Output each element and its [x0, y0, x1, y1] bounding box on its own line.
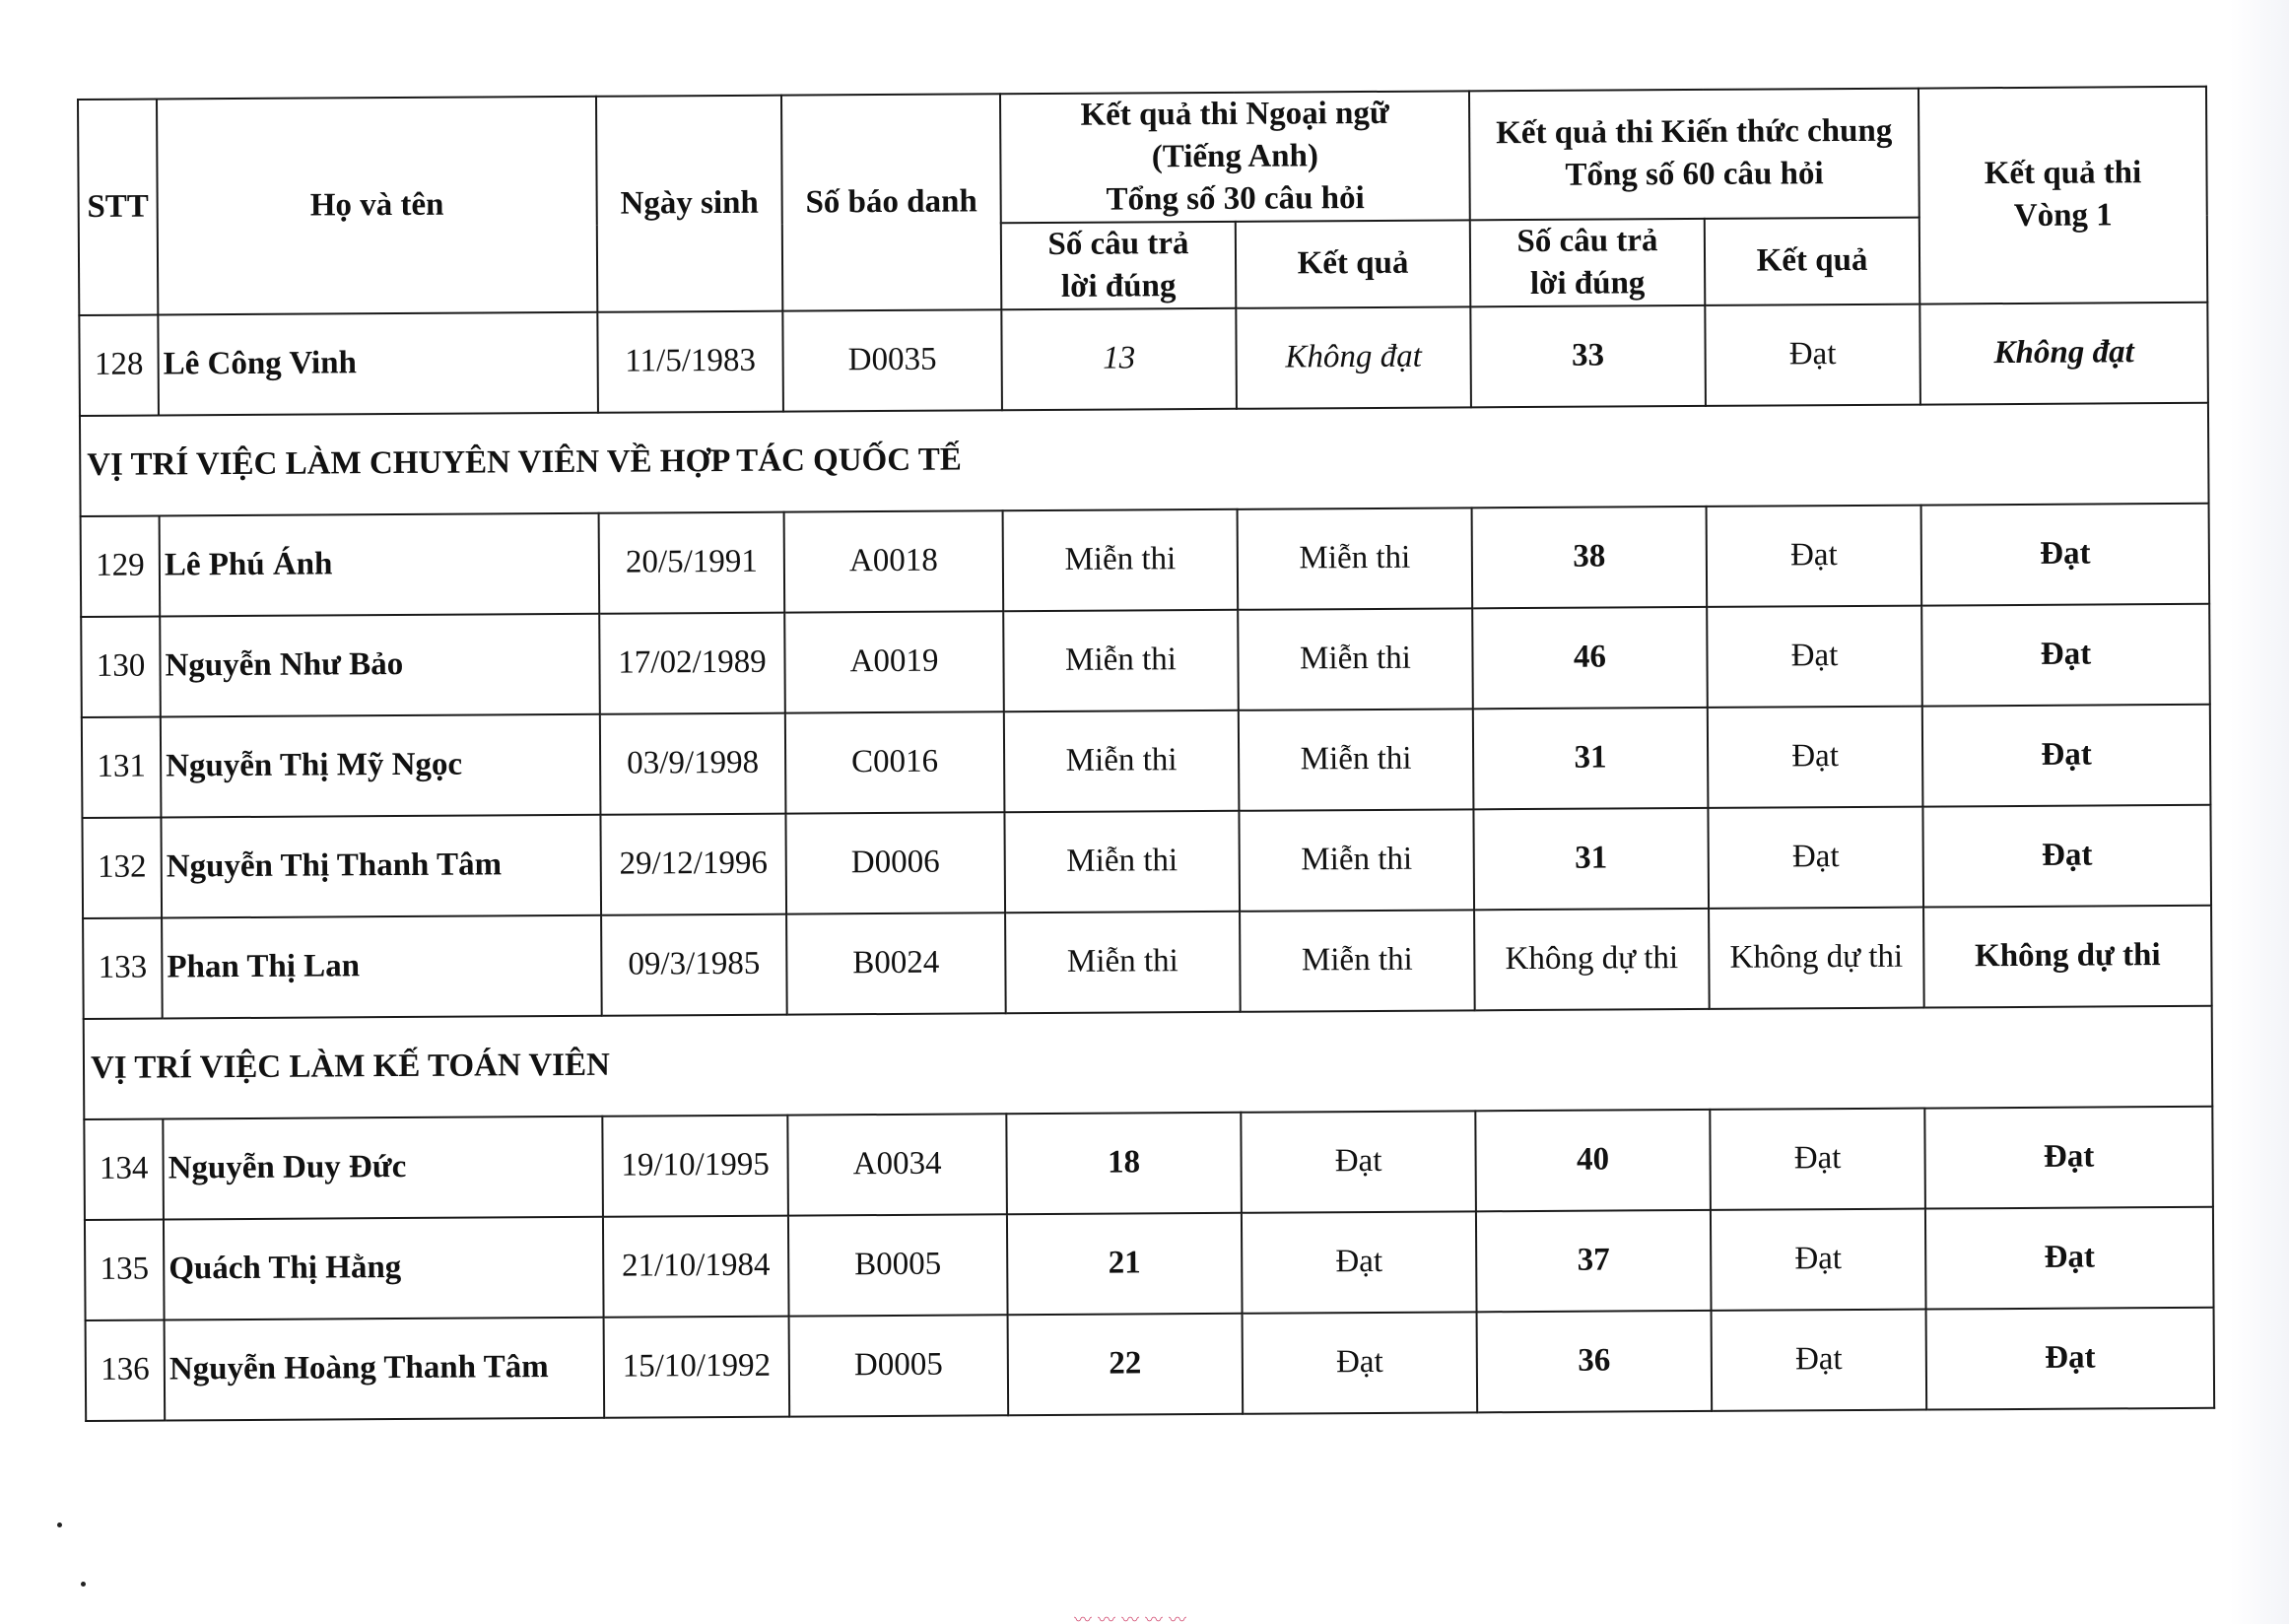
cell-fl-result: Miễn thi: [1238, 608, 1473, 710]
header-general-knowledge: [1469, 89, 1919, 220]
cell-dob: 29/12/1996: [600, 813, 786, 914]
cell-fl-correct: 13: [1001, 307, 1237, 409]
stamp-edge-decoration: 〰〰〰〰〰: [1074, 1610, 1192, 1624]
cell-sbd: D0005: [789, 1315, 1009, 1416]
cell-gk-result: Đạt: [1707, 605, 1922, 707]
cell-gk-correct: 40: [1475, 1110, 1711, 1211]
header-fl-correct-line2: lời đúng: [1060, 267, 1177, 304]
table-row: [86, 1307, 2215, 1420]
cell-dob: 15/10/1992: [604, 1316, 790, 1417]
cell-fl-result: Miễn thi: [1240, 910, 1475, 1011]
exam-results-table: [77, 86, 2215, 1422]
cell-stt: 132: [82, 817, 162, 917]
cell-gk-correct: 36: [1477, 1311, 1713, 1412]
section-title-international-cooperation: VỊ TRÍ VIỆC LÀM CHUYÊN VIÊN VỀ HỢP TÁC QUỐC TẾ: [80, 402, 2209, 515]
cell-fl-result: Đạt: [1243, 1312, 1478, 1413]
cell-sbd: D0035: [782, 309, 1002, 411]
cell-round1: Đạt: [1925, 1206, 2214, 1309]
header-round1-line1: Kết quả thi: [1984, 155, 2142, 192]
cell-sbd: C0016: [785, 711, 1005, 813]
cell-fl-correct: 21: [1007, 1212, 1243, 1314]
cell-stt: 131: [82, 716, 162, 817]
header-general-knowledge-line1: Kết quả thi Kiến thức chung: [1496, 113, 1893, 152]
cell-name: Nguyễn Hoàng Thanh Tâm: [165, 1317, 605, 1420]
page-edge-shadow: [2230, 0, 2289, 1624]
cell-sbd: A0019: [784, 611, 1004, 712]
header-gk-correct: [1470, 219, 1706, 306]
cell-round1: Đạt: [1926, 1307, 2215, 1409]
header-gk-correct-line1: Số câu trả: [1516, 222, 1658, 259]
cell-gk-correct: 31: [1473, 708, 1709, 809]
table-header: [78, 87, 2207, 315]
cell-sbd: A0034: [787, 1114, 1007, 1215]
cell-fl-correct: Miễn thi: [1004, 710, 1240, 811]
header-foreign-language-line1: Kết quả thi Ngoại ngữ: [1080, 95, 1389, 133]
cell-round1: Không dự thi: [1923, 905, 2212, 1007]
header-round1: [1919, 87, 2207, 304]
cell-name: Phan Thị Lan: [162, 914, 602, 1018]
cell-round1: Không đạt: [1919, 302, 2208, 404]
cell-stt: 135: [85, 1219, 165, 1320]
cell-fl-result: Miễn thi: [1238, 508, 1473, 609]
cell-name: Nguyễn Duy Đức: [163, 1116, 603, 1219]
table-row: [85, 1206, 2214, 1320]
section-heading-row: [84, 1005, 2213, 1118]
header-foreign-language-line3: Tổng số 30 câu hỏi: [1106, 179, 1365, 218]
cell-sbd: A0018: [784, 510, 1004, 612]
scan-speck: [81, 1582, 86, 1587]
cell-fl-correct: 22: [1008, 1313, 1244, 1414]
cell-dob: 11/5/1983: [597, 310, 783, 412]
cell-fl-correct: Miễn thi: [1005, 911, 1241, 1012]
cell-gk-correct: Không dự thi: [1474, 909, 1710, 1010]
cell-gk-correct: 38: [1472, 507, 1708, 608]
cell-fl-correct: Miễn thi: [1004, 810, 1240, 912]
cell-stt: 128: [79, 314, 159, 415]
header-fl-result: Kết quả: [1236, 220, 1471, 307]
cell-dob: 21/10/1984: [603, 1215, 789, 1317]
cell-dob: 19/10/1995: [602, 1115, 788, 1216]
cell-fl-result: Đạt: [1242, 1211, 1477, 1313]
table-row: [81, 503, 2210, 616]
cell-name: Nguyễn Như Bảo: [160, 613, 600, 716]
header-fl-correct: [1001, 221, 1237, 308]
cell-fl-result: Miễn thi: [1239, 809, 1474, 911]
cell-stt: 130: [81, 616, 161, 716]
cell-dob: 09/3/1985: [601, 914, 787, 1015]
cell-fl-correct: Miễn thi: [1003, 508, 1239, 610]
cell-gk-result: Không dự thi: [1709, 907, 1924, 1008]
cell-gk-correct: 33: [1470, 305, 1706, 407]
table-row: [81, 603, 2210, 716]
table-row: [82, 704, 2211, 817]
header-foreign-language: [1000, 91, 1470, 223]
cell-fl-result: Miễn thi: [1239, 709, 1474, 810]
header-gk-correct-line2: lời đúng: [1529, 264, 1646, 302]
header-fl-correct-line1: Số câu trả: [1047, 225, 1189, 262]
header-sbd: Số báo danh: [781, 94, 1001, 310]
cell-fl-correct: 18: [1006, 1112, 1242, 1213]
cell-gk-correct: 37: [1476, 1210, 1712, 1312]
cell-name: Nguyễn Thị Mỹ Ngọc: [161, 713, 601, 817]
cell-gk-result: Đạt: [1712, 1309, 1927, 1410]
cell-dob: 03/9/1998: [600, 712, 786, 814]
cell-gk-correct: 46: [1472, 607, 1708, 709]
cell-round1: Đạt: [1922, 704, 2211, 806]
cell-dob: 17/02/1989: [599, 612, 785, 713]
table-row: [79, 302, 2208, 415]
cell-stt: 134: [84, 1118, 164, 1219]
cell-gk-result: Đạt: [1710, 1108, 1925, 1209]
table-row: [82, 804, 2211, 917]
cell-sbd: D0006: [785, 812, 1005, 914]
cell-name: Lê Phú Ánh: [160, 512, 600, 616]
section-heading-row: [80, 402, 2209, 515]
cell-gk-result: Đạt: [1708, 806, 1923, 908]
cell-dob: 20/5/1991: [599, 511, 785, 613]
header-gk-result: Kết quả: [1705, 217, 1920, 304]
cell-round1: Đạt: [1921, 503, 2210, 605]
scan-speck: [57, 1522, 62, 1527]
cell-round1: Đạt: [1921, 603, 2210, 706]
section-title-accountant: VỊ TRÍ VIỆC LÀM KẾ TOÁN VIÊN: [84, 1005, 2213, 1118]
cell-gk-correct: 31: [1473, 808, 1709, 910]
cell-name: Quách Thị Hằng: [164, 1216, 604, 1320]
cell-round1: Đạt: [1924, 1106, 2213, 1208]
header-stt: STT: [78, 100, 158, 315]
cell-sbd: B0005: [788, 1214, 1008, 1316]
cell-stt: 136: [86, 1320, 166, 1420]
cell-fl-result: Không đạt: [1236, 306, 1471, 408]
cell-gk-result: Đạt: [1711, 1208, 1926, 1310]
header-general-knowledge-line2: Tổng số 60 câu hỏi: [1565, 156, 1824, 194]
cell-fl-correct: Miễn thi: [1003, 609, 1239, 710]
header-foreign-language-line2: (Tiếng Anh): [1151, 138, 1319, 175]
cell-stt: 129: [81, 515, 161, 616]
table-row: [83, 905, 2212, 1018]
cell-name: Nguyễn Thị Thanh Tâm: [161, 814, 601, 917]
cell-name: Lê Công Vinh: [158, 311, 598, 415]
header-round1-line2: Vòng 1: [2013, 197, 2113, 235]
cell-gk-result: Đạt: [1707, 505, 1922, 606]
cell-gk-result: Đạt: [1708, 706, 1923, 807]
cell-round1: Đạt: [1922, 804, 2211, 907]
header-name: Họ và tên: [157, 97, 597, 314]
table-body: [79, 302, 2214, 1420]
cell-sbd: B0024: [786, 913, 1006, 1014]
header-dob: Ngày sinh: [596, 96, 782, 312]
cell-gk-result: Đạt: [1705, 304, 1920, 405]
cell-stt: 133: [83, 917, 163, 1018]
cell-fl-result: Đạt: [1241, 1111, 1476, 1212]
table-row: [84, 1106, 2213, 1219]
